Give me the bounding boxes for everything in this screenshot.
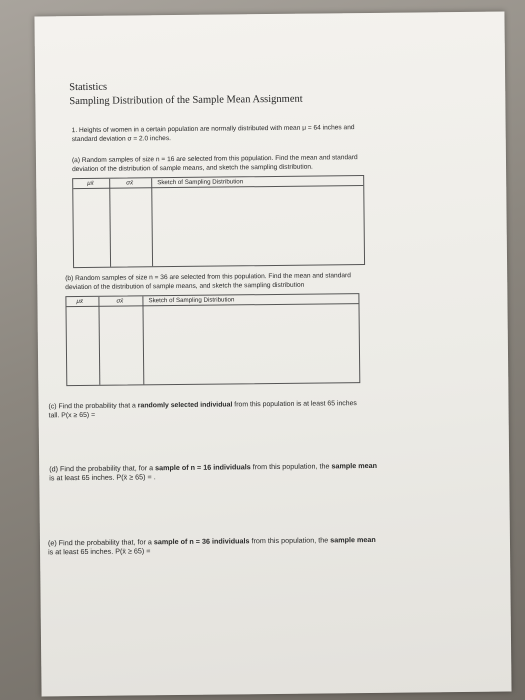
question-b [65,270,465,292]
assignment-sheet [34,12,511,697]
mean-answer-cell[interactable] [66,307,99,385]
answer-table-a [72,175,365,268]
question-c-text: from this population is at least 65 inches [232,400,357,409]
question-a [72,152,472,174]
question-b-line-2: deviation of the distribution of sample means, and sketch the sampling distribution [65,281,305,292]
question-a-line-1: (a) Random samples of size n = 16 are selected from this population. Find the mean and standard [71,154,358,165]
mean-header: μx̄ [76,297,83,306]
question-c-text: (c) Find the probability that a [48,402,138,411]
question-c [48,398,448,420]
question-e [48,534,478,557]
std-dev-header: σx̄ [116,297,124,305]
question-c-emphasis: randomly selected individual [137,401,233,410]
question-e-line-2: is at least 65 inches. P(x̄ ≥ 65) = [48,546,151,557]
question-e-emphasis: sample of n = 36 individuals [153,536,250,547]
question-e-text: (e) Find the probability that, for a [47,537,154,548]
question-e-text: from this population, the [249,535,331,546]
std-dev-answer-cell[interactable] [110,188,152,266]
sketch-answer-cell[interactable] [143,304,359,384]
mean-answer-cell[interactable] [73,189,110,267]
question-d-text: (d) Find the probability that, for a [49,463,156,474]
question-1-line-2: standard deviation σ = 2.0 inches. [71,135,171,144]
question-d-line-2: is at least 65 inches. P(x̄ ≥ 65) = . [49,472,156,483]
question-1-line-1: 1. Heights of women in a certain population are normally distributed with mean μ = 64 inches and [71,124,355,135]
question-a-line-2: deviation of the distribution of sample means, and sketch the sampling distribution. [72,163,313,174]
question-b-line-1: (b) Random samples of size n = 36 are selected from this population. Find the mean and standard [65,272,351,283]
question-d-emphasis: sample of n = 16 individuals [155,462,251,473]
std-dev-header: σx̄ [126,179,134,187]
question-d [49,460,469,482]
question-1 [72,122,472,144]
question-d-text: from this population, the [250,461,332,472]
answer-table-b [65,293,360,386]
mean-header: μx̄ [87,179,94,187]
question-d-emphasis: sample mean [331,460,378,471]
question-c-line-2: tall. P(x ≥ 65) = [48,411,96,420]
sketch-answer-cell[interactable] [152,186,364,266]
question-e-emphasis: sample mean [330,534,376,545]
assignment-title: Sampling Distribution of the Sample Mean Assignment [69,93,303,108]
std-dev-answer-cell[interactable] [99,306,143,384]
sketch-header: Sketch of Sampling Distribution [157,178,244,187]
subject-heading: Statistics [69,81,108,94]
sketch-header: Sketch of Sampling Distribution [148,296,235,305]
